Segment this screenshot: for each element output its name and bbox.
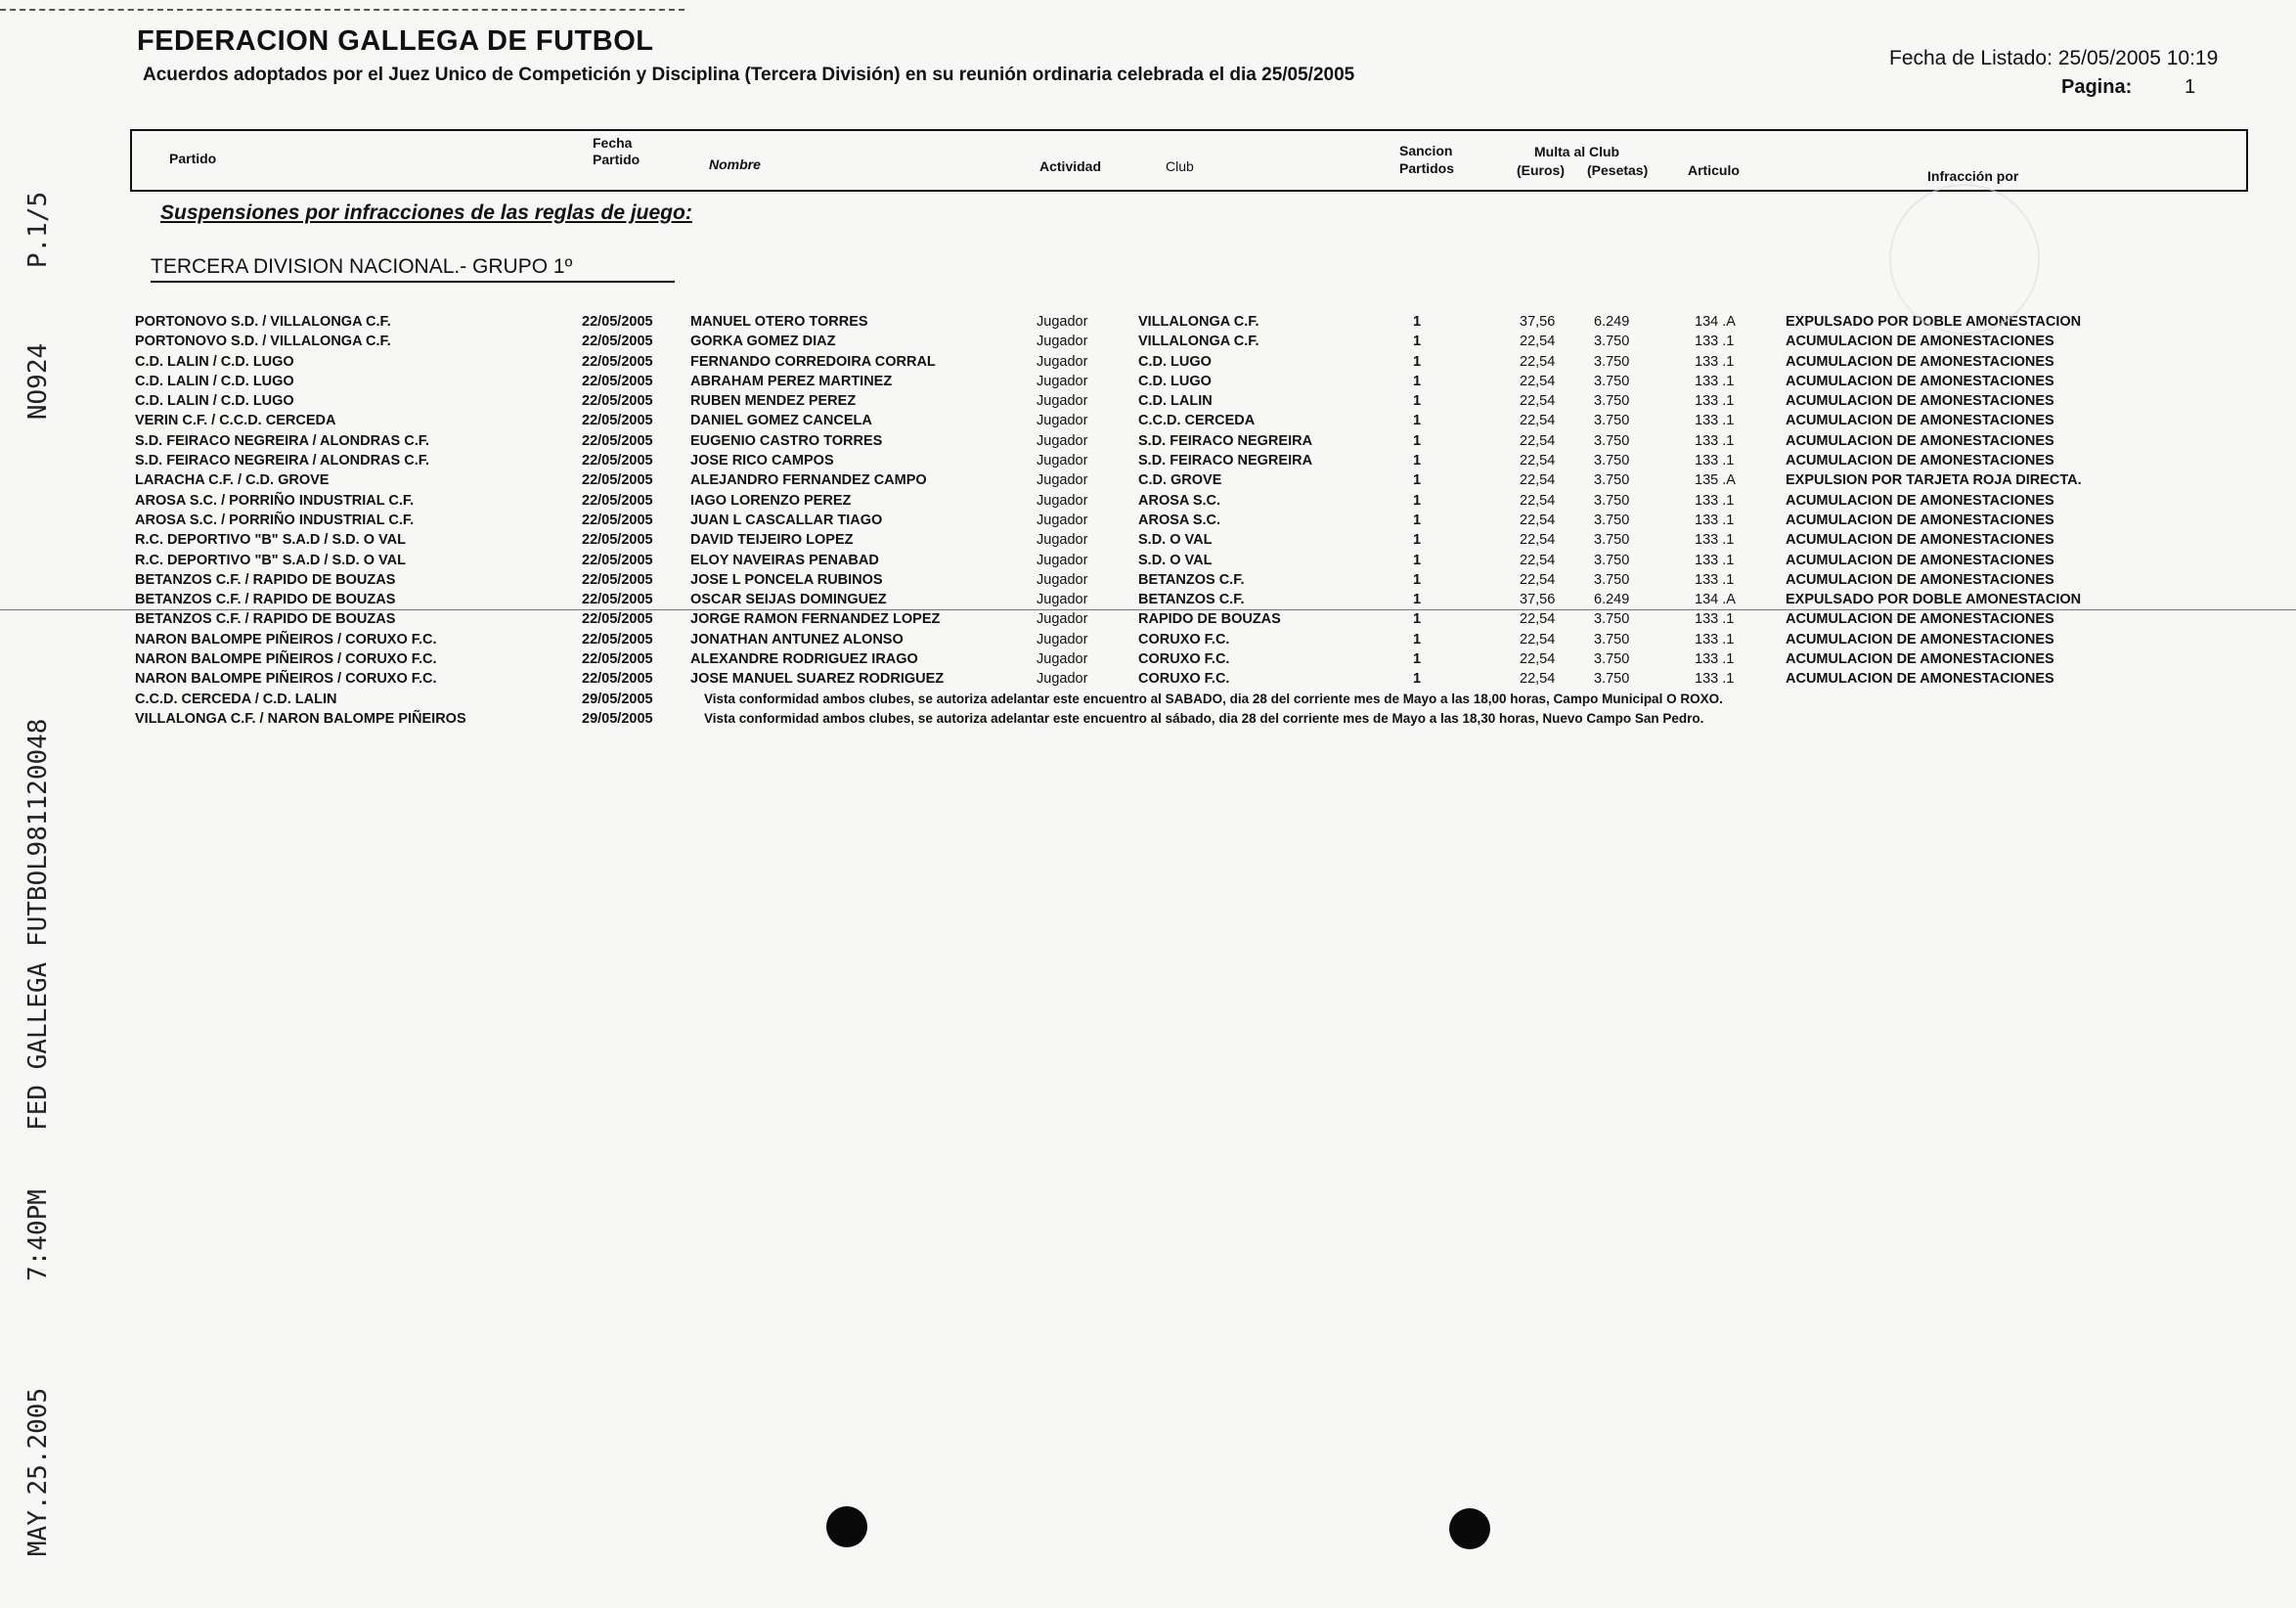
fax-page: P.1/5	[23, 191, 53, 269]
row-fecha: 22/05/2005	[582, 373, 653, 389]
section-title: Suspensiones por infracciones de las reglas de juego:	[160, 201, 692, 224]
sanctions-table	[135, 312, 2296, 729]
row-partido: NARON BALOMPE PIÑEIROS / CORUXO F.C.	[135, 671, 437, 688]
row-euros: 22,54	[1520, 413, 1556, 429]
row-articulo: 133 .1	[1695, 611, 1735, 628]
group-title: TERCERA DIVISION NACIONAL.- GRUPO 1º	[151, 255, 573, 278]
table-row	[135, 551, 2296, 570]
row-fecha: 22/05/2005	[582, 453, 653, 469]
table-row	[135, 669, 2296, 689]
row-nombre: ALEJANDRO FERNANDEZ CAMPO	[690, 472, 927, 489]
row-fecha: 22/05/2005	[582, 552, 653, 568]
row-nombre: JOSE MANUEL SUAREZ RODRIGUEZ	[690, 671, 945, 688]
row-pesetas: 3.750	[1594, 631, 1630, 648]
row-pesetas: 3.750	[1594, 432, 1630, 449]
note-fecha: 29/05/2005	[582, 710, 653, 727]
row-actividad: Jugador	[1037, 631, 1088, 648]
row-euros: 37,56	[1520, 592, 1556, 608]
row-actividad: Jugador	[1037, 671, 1088, 688]
row-pesetas: 3.750	[1594, 334, 1630, 350]
row-partido: NARON BALOMPE PIÑEIROS / CORUXO F.C.	[135, 631, 437, 648]
punch-hole	[826, 1506, 867, 1547]
row-partido: BETANZOS C.F. / RAPIDO DE BOUZAS	[135, 611, 396, 628]
note-partido: C.C.D. CERCEDA / C.D. LALIN	[135, 691, 337, 707]
row-infraccion: EXPULSADO POR DOBLE AMONESTACION	[1786, 314, 2082, 330]
row-nombre: JORGE RAMON FERNANDEZ LOPEZ	[690, 611, 941, 628]
row-sancion: 1	[1413, 373, 1422, 389]
row-fecha: 22/05/2005	[582, 314, 653, 330]
row-euros: 22,54	[1520, 353, 1556, 370]
row-sancion: 1	[1413, 512, 1422, 528]
page-label: Pagina:	[2061, 76, 2133, 98]
row-articulo: 133 .1	[1695, 651, 1735, 668]
row-partido: C.D. LALIN / C.D. LUGO	[135, 393, 294, 410]
row-club: BETANZOS C.F.	[1138, 592, 1245, 608]
row-actividad: Jugador	[1037, 413, 1088, 429]
row-articulo: 133 .1	[1695, 631, 1735, 648]
row-club: BETANZOS C.F.	[1138, 571, 1245, 588]
row-euros: 22,54	[1520, 651, 1556, 668]
row-actividad: Jugador	[1037, 353, 1088, 370]
row-fecha: 22/05/2005	[582, 611, 653, 628]
table-row	[135, 332, 2296, 351]
row-partido: C.D. LALIN / C.D. LUGO	[135, 373, 294, 389]
row-infraccion: ACUMULACION DE AMONESTACIONES	[1786, 532, 2054, 549]
row-actividad: Jugador	[1037, 651, 1088, 668]
row-euros: 22,54	[1520, 334, 1556, 350]
row-actividad: Jugador	[1037, 552, 1088, 568]
row-sancion: 1	[1413, 432, 1422, 449]
row-partido: R.C. DEPORTIVO "B" S.A.D / S.D. O VAL	[135, 532, 406, 549]
row-nombre: IAGO LORENZO PEREZ	[690, 492, 852, 509]
row-infraccion: ACUMULACION DE AMONESTACIONES	[1786, 432, 2054, 449]
row-fecha: 22/05/2005	[582, 651, 653, 668]
row-infraccion: ACUMULACION DE AMONESTACIONES	[1786, 453, 2054, 469]
row-sancion: 1	[1413, 651, 1422, 668]
row-sancion: 1	[1413, 671, 1422, 688]
col-actividad: Actividad	[1039, 158, 1102, 174]
row-infraccion: EXPULSADO POR DOBLE AMONESTACION	[1786, 592, 2082, 608]
row-fecha: 22/05/2005	[582, 532, 653, 549]
row-pesetas: 3.750	[1594, 472, 1630, 489]
row-nombre: OSCAR SEIJAS DOMINGUEZ	[690, 592, 887, 608]
row-nombre: ALEXANDRE RODRIGUEZ IRAGO	[690, 651, 918, 668]
fax-time: 7:40PM	[23, 1189, 53, 1281]
row-pesetas: 3.750	[1594, 353, 1630, 370]
row-club: S.D. FEIRACO NEGREIRA	[1138, 432, 1313, 449]
listing-date: Fecha de Listado: 25/05/2005 10:19	[1889, 47, 2219, 69]
col-sancion-2: Partidos	[1399, 160, 1455, 176]
row-club: S.D. FEIRACO NEGREIRA	[1138, 453, 1313, 469]
row-sancion: 1	[1413, 552, 1422, 568]
note-row	[135, 690, 2296, 709]
row-actividad: Jugador	[1037, 393, 1088, 410]
top-edge-marks	[0, 9, 684, 11]
col-fecha-1: Fecha	[593, 135, 633, 151]
row-pesetas: 3.750	[1594, 512, 1630, 528]
row-pesetas: 3.750	[1594, 532, 1630, 549]
row-pesetas: 3.750	[1594, 453, 1630, 469]
row-pesetas: 3.750	[1594, 492, 1630, 509]
row-nombre: GORKA GOMEZ DIAZ	[690, 334, 836, 350]
row-sancion: 1	[1413, 631, 1422, 648]
row-euros: 22,54	[1520, 492, 1556, 509]
punch-hole	[1449, 1508, 1490, 1549]
row-actividad: Jugador	[1037, 314, 1088, 330]
row-articulo: 133 .1	[1695, 393, 1735, 410]
table-row	[135, 530, 2296, 550]
group-title-underline	[151, 281, 675, 283]
row-euros: 22,54	[1520, 512, 1556, 528]
note-text: Vista conformidad ambos clubes, se autoriza adelantar este encuentro al sábado, dia 28 del corriente mes de Mayo a las 18,30 horas, Nuevo Campo San Pedro.	[704, 710, 1704, 726]
row-club: AROSA S.C.	[1138, 492, 1221, 509]
col-club: Club	[1166, 158, 1194, 174]
row-partido: BETANZOS C.F. / RAPIDO DE BOUZAS	[135, 571, 396, 588]
table-row	[135, 609, 2296, 629]
row-infraccion: ACUMULACION DE AMONESTACIONES	[1786, 512, 2054, 528]
document-subtitle: Acuerdos adoptados por el Juez Unico de Competición y Disciplina (Tercera División) en su reunión ordinaria celebrada el dia 25/05/2005	[143, 65, 1355, 85]
row-euros: 22,54	[1520, 671, 1556, 688]
row-euros: 22,54	[1520, 393, 1556, 410]
row-pesetas: 6.249	[1594, 314, 1630, 330]
row-actividad: Jugador	[1037, 532, 1088, 549]
row-infraccion: ACUMULACION DE AMONESTACIONES	[1786, 631, 2054, 648]
row-sancion: 1	[1413, 571, 1422, 588]
row-infraccion: EXPULSION POR TARJETA ROJA DIRECTA.	[1786, 472, 2082, 489]
row-club: C.D. LUGO	[1138, 353, 1212, 370]
row-fecha: 22/05/2005	[582, 472, 653, 489]
table-row	[135, 491, 2296, 511]
row-actividad: Jugador	[1037, 453, 1088, 469]
row-club: AROSA S.C.	[1138, 512, 1221, 528]
row-partido: PORTONOVO S.D. / VILLALONGA C.F.	[135, 314, 391, 330]
row-euros: 22,54	[1520, 611, 1556, 628]
row-nombre: MANUEL OTERO TORRES	[690, 314, 868, 330]
col-pesetas: (Pesetas)	[1587, 162, 1649, 178]
row-nombre: JOSE L PONCELA RUBINOS	[690, 571, 883, 588]
row-partido: LARACHA C.F. / C.D. GROVE	[135, 472, 330, 489]
row-nombre: FERNANDO CORREDOIRA CORRAL	[690, 353, 936, 370]
row-articulo: 135 .A	[1695, 472, 1736, 489]
row-club: VILLALONGA C.F.	[1138, 334, 1259, 350]
row-pesetas: 3.750	[1594, 651, 1630, 668]
row-articulo: 133 .1	[1695, 552, 1735, 568]
row-actividad: Jugador	[1037, 592, 1088, 608]
row-partido: BETANZOS C.F. / RAPIDO DE BOUZAS	[135, 592, 396, 608]
table-row	[135, 470, 2296, 490]
row-partido: AROSA S.C. / PORRIÑO INDUSTRIAL C.F.	[135, 492, 415, 509]
row-infraccion: ACUMULACION DE AMONESTACIONES	[1786, 651, 2054, 668]
row-club: S.D. O VAL	[1138, 552, 1213, 568]
row-actividad: Jugador	[1037, 432, 1088, 449]
row-sancion: 1	[1413, 592, 1422, 608]
row-club: S.D. O VAL	[1138, 532, 1213, 549]
row-articulo: 133 .1	[1695, 512, 1735, 528]
row-club: C.D. LUGO	[1138, 373, 1212, 389]
row-articulo: 134 .A	[1695, 592, 1736, 608]
row-infraccion: ACUMULACION DE AMONESTACIONES	[1786, 334, 2054, 350]
row-sancion: 1	[1413, 532, 1422, 549]
row-nombre: ABRAHAM PEREZ MARTINEZ	[690, 373, 893, 389]
faded-stamp	[1889, 184, 2040, 335]
row-articulo: 133 .1	[1695, 353, 1735, 370]
row-sancion: 1	[1413, 453, 1422, 469]
col-multa: Multa al Club	[1534, 144, 1620, 159]
row-pesetas: 6.249	[1594, 592, 1630, 608]
row-nombre: DANIEL GOMEZ CANCELA	[690, 413, 872, 429]
row-euros: 22,54	[1520, 432, 1556, 449]
row-articulo: 133 .1	[1695, 453, 1735, 469]
row-club: C.C.D. CERCEDA	[1138, 413, 1256, 429]
row-pesetas: 3.750	[1594, 611, 1630, 628]
row-nombre: JOSE RICO CAMPOS	[690, 453, 834, 469]
row-sancion: 1	[1413, 353, 1422, 370]
row-fecha: 22/05/2005	[582, 334, 653, 350]
table-row	[135, 511, 2296, 530]
row-articulo: 133 .1	[1695, 334, 1735, 350]
row-pesetas: 3.750	[1594, 552, 1630, 568]
row-fecha: 22/05/2005	[582, 592, 653, 608]
row-pesetas: 3.750	[1594, 571, 1630, 588]
table-row	[135, 451, 2296, 470]
row-fecha: 22/05/2005	[582, 413, 653, 429]
row-fecha: 22/05/2005	[582, 571, 653, 588]
note-fecha: 29/05/2005	[582, 691, 653, 707]
row-infraccion: ACUMULACION DE AMONESTACIONES	[1786, 413, 2054, 429]
row-partido: AROSA S.C. / PORRIÑO INDUSTRIAL C.F.	[135, 512, 415, 528]
row-actividad: Jugador	[1037, 492, 1088, 509]
row-nombre: RUBEN MENDEZ PEREZ	[690, 393, 857, 410]
row-actividad: Jugador	[1037, 611, 1088, 628]
scan-fold-line	[0, 609, 2296, 610]
column-header-box	[130, 129, 2248, 192]
note-partido: VILLALONGA C.F. / NARON BALOMPE PIÑEIROS	[135, 710, 466, 727]
note-text: Vista conformidad ambos clubes, se autoriza adelantar este encuentro al SABADO, dia 28 del corriente mes de Mayo a las 18,00 horas, Campo Municipal O ROXO.	[704, 691, 1723, 706]
row-partido: R.C. DEPORTIVO "B" S.A.D / S.D. O VAL	[135, 552, 406, 568]
row-partido: PORTONOVO S.D. / VILLALONGA C.F.	[135, 334, 391, 350]
row-pesetas: 3.750	[1594, 671, 1630, 688]
table-row	[135, 372, 2296, 391]
table-row	[135, 590, 2296, 609]
row-club: CORUXO F.C.	[1138, 631, 1230, 648]
row-fecha: 22/05/2005	[582, 631, 653, 648]
row-partido: VERIN C.F. / C.C.D. CERCEDA	[135, 413, 336, 429]
row-club: C.D. GROVE	[1138, 472, 1222, 489]
row-articulo: 133 .1	[1695, 373, 1735, 389]
row-euros: 22,54	[1520, 453, 1556, 469]
row-nombre: ELOY NAVEIRAS PENABAD	[690, 552, 879, 568]
row-articulo: 133 .1	[1695, 671, 1735, 688]
row-sancion: 1	[1413, 492, 1422, 509]
fax-sender: FED GALLEGA FUTBOL	[23, 855, 53, 1131]
row-partido: S.D. FEIRACO NEGREIRA / ALONDRAS C.F.	[135, 432, 430, 449]
row-fecha: 22/05/2005	[582, 393, 653, 410]
row-euros: 22,54	[1520, 472, 1556, 489]
row-euros: 22,54	[1520, 631, 1556, 648]
fax-date: MAY.25.2005	[23, 1387, 53, 1557]
col-partido: Partido	[169, 151, 217, 166]
col-nombre: Nombre	[709, 156, 761, 172]
row-nombre: EUGENIO CASTRO TORRES	[690, 432, 883, 449]
col-euros: (Euros)	[1517, 162, 1565, 178]
fax-margin	[14, 0, 63, 1608]
row-actividad: Jugador	[1037, 571, 1088, 588]
row-sancion: 1	[1413, 334, 1422, 350]
row-fecha: 22/05/2005	[582, 353, 653, 370]
row-sancion: 1	[1413, 611, 1422, 628]
row-articulo: 133 .1	[1695, 532, 1735, 549]
table-row	[135, 391, 2296, 411]
row-fecha: 22/05/2005	[582, 492, 653, 509]
row-partido: S.D. FEIRACO NEGREIRA / ALONDRAS C.F.	[135, 453, 430, 469]
table-row	[135, 411, 2296, 430]
row-infraccion: ACUMULACION DE AMONESTACIONES	[1786, 373, 2054, 389]
row-pesetas: 3.750	[1594, 373, 1630, 389]
row-infraccion: ACUMULACION DE AMONESTACIONES	[1786, 671, 2054, 688]
row-articulo: 133 .1	[1695, 492, 1735, 509]
col-sancion-1: Sancion	[1399, 143, 1453, 158]
row-actividad: Jugador	[1037, 373, 1088, 389]
row-nombre: DAVID TEIJEIRO LOPEZ	[690, 532, 854, 549]
row-pesetas: 3.750	[1594, 413, 1630, 429]
row-club: CORUXO F.C.	[1138, 671, 1230, 688]
row-club: VILLALONGA C.F.	[1138, 314, 1259, 330]
row-actividad: Jugador	[1037, 512, 1088, 528]
row-infraccion: ACUMULACION DE AMONESTACIONES	[1786, 611, 2054, 628]
row-infraccion: ACUMULACION DE AMONESTACIONES	[1786, 393, 2054, 410]
fax-number: 981120048	[23, 718, 53, 857]
row-infraccion: ACUMULACION DE AMONESTACIONES	[1786, 492, 2054, 509]
col-articulo: Articulo	[1688, 162, 1740, 178]
row-actividad: Jugador	[1037, 334, 1088, 350]
row-nombre: JUAN L CASCALLAR TIAGO	[690, 512, 883, 528]
row-fecha: 22/05/2005	[582, 432, 653, 449]
row-club: CORUXO F.C.	[1138, 651, 1230, 668]
row-articulo: 133 .1	[1695, 571, 1735, 588]
row-articulo: 134 .A	[1695, 314, 1736, 330]
fax-job: NO924	[23, 342, 53, 421]
row-infraccion: ACUMULACION DE AMONESTACIONES	[1786, 552, 2054, 568]
row-euros: 37,56	[1520, 314, 1556, 330]
row-euros: 22,54	[1520, 532, 1556, 549]
row-club: C.D. LALIN	[1138, 393, 1213, 410]
row-fecha: 22/05/2005	[582, 512, 653, 528]
row-pesetas: 3.750	[1594, 393, 1630, 410]
row-sancion: 1	[1413, 413, 1422, 429]
col-fecha-2: Partido	[593, 152, 640, 167]
table-row	[135, 649, 2296, 669]
row-sancion: 1	[1413, 314, 1422, 330]
row-actividad: Jugador	[1037, 472, 1088, 489]
col-infraccion: Infracción por	[1927, 168, 2019, 184]
row-partido: NARON BALOMPE PIÑEIROS / CORUXO F.C.	[135, 651, 437, 668]
row-sancion: 1	[1413, 472, 1422, 489]
note-row	[135, 709, 2296, 729]
row-euros: 22,54	[1520, 552, 1556, 568]
row-euros: 22,54	[1520, 373, 1556, 389]
table-row	[135, 431, 2296, 451]
table-row	[135, 352, 2296, 372]
table-row	[135, 630, 2296, 649]
row-infraccion: ACUMULACION DE AMONESTACIONES	[1786, 353, 2054, 370]
row-articulo: 133 .1	[1695, 432, 1735, 449]
row-infraccion: ACUMULACION DE AMONESTACIONES	[1786, 571, 2054, 588]
organization-title: FEDERACION GALLEGA DE FUTBOL	[137, 25, 654, 57]
row-nombre: JONATHAN ANTUNEZ ALONSO	[690, 631, 904, 648]
row-articulo: 133 .1	[1695, 413, 1735, 429]
table-row	[135, 570, 2296, 590]
row-club: RAPIDO DE BOUZAS	[1138, 611, 1281, 628]
row-sancion: 1	[1413, 393, 1422, 410]
page-number: 1	[2185, 76, 2196, 98]
row-fecha: 22/05/2005	[582, 671, 653, 688]
row-euros: 22,54	[1520, 571, 1556, 588]
row-partido: C.D. LALIN / C.D. LUGO	[135, 353, 294, 370]
